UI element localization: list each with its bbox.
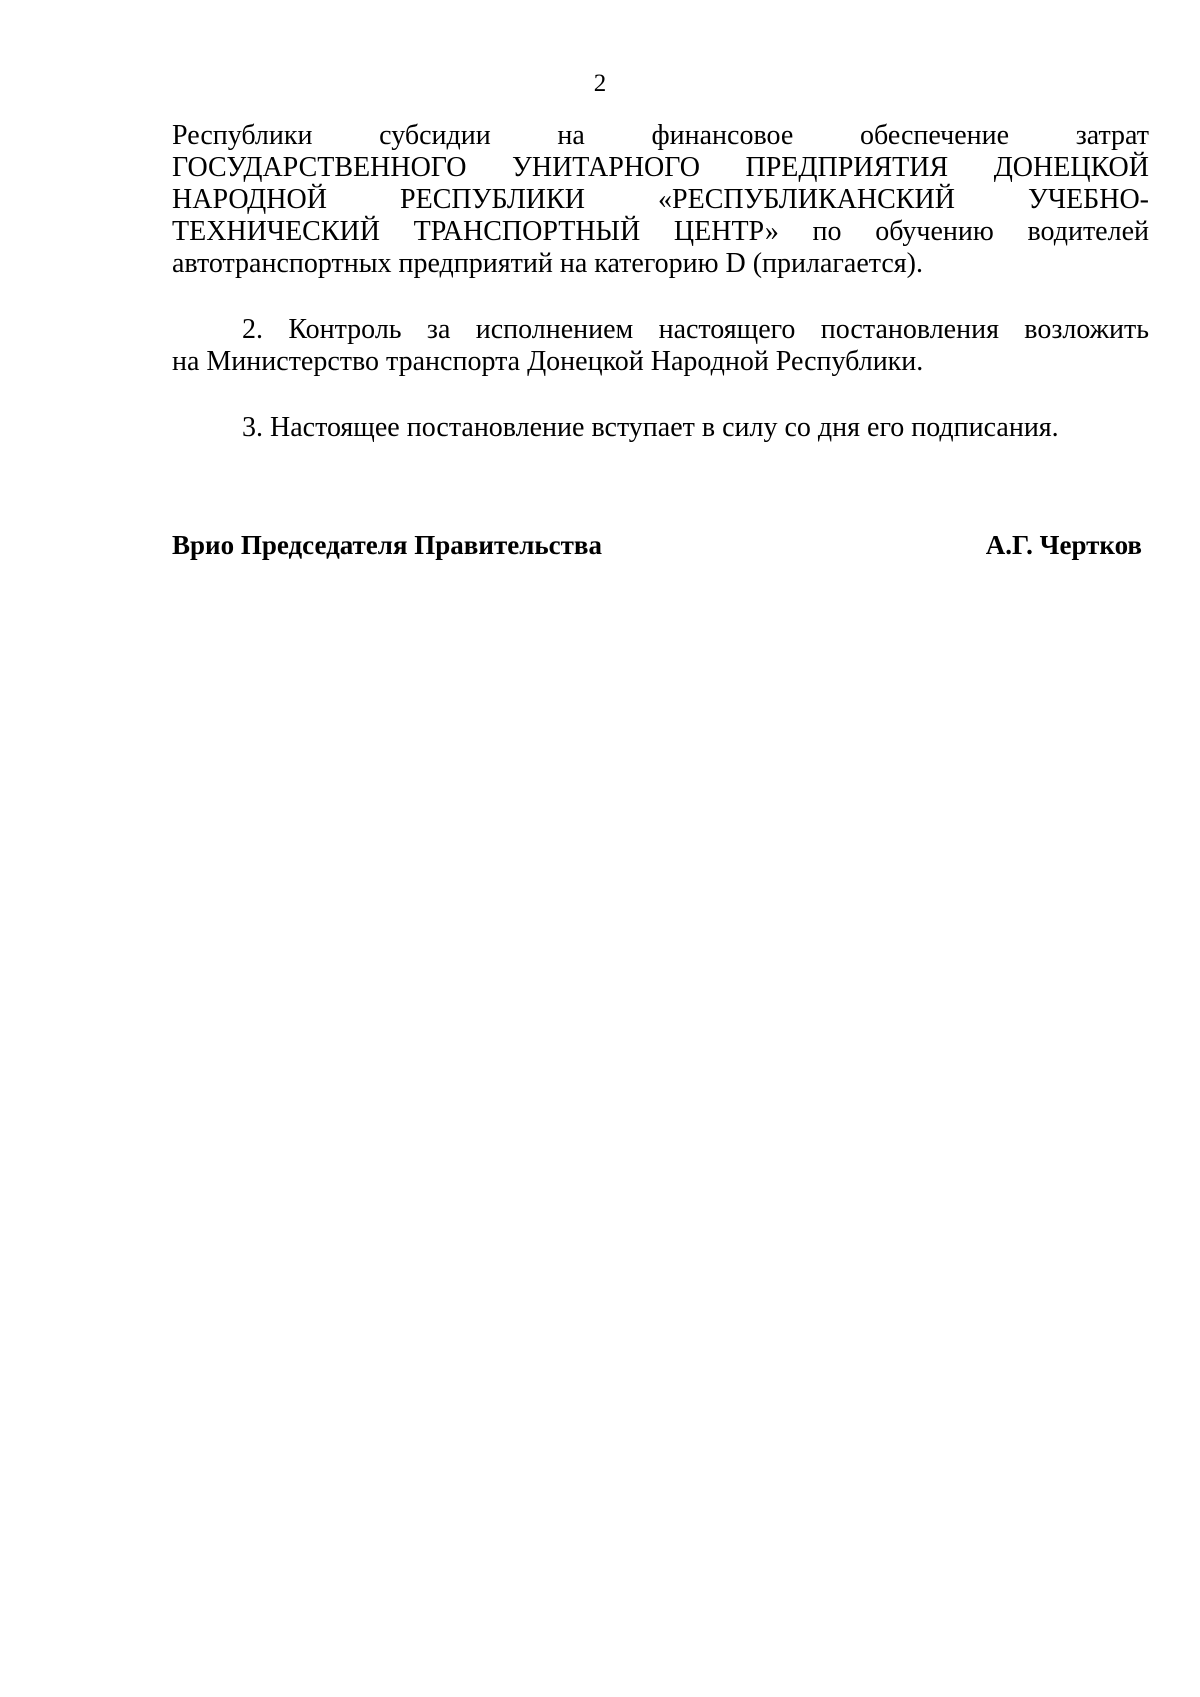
paragraph-1-line-1: Республики субсидии на финансовое обеспечение затрат: [172, 120, 1149, 151]
signatory-name: А.Г. Чертков: [985, 530, 1142, 560]
paragraph-2: [172, 314, 1149, 378]
paragraph-1-line-2: ГОСУДАРСТВЕННОГО УНИТАРНОГО ПРЕДПРИЯТИЯ ДОНЕЦКОЙ: [172, 152, 1149, 183]
paragraph-2-line-2: на Министерство транспорта Донецкой Народной Республики.: [172, 346, 924, 377]
paragraph-2-line-1: 2. Контроль за исполнением настоящего постановления возложить: [242, 314, 1149, 345]
signature-block: [172, 528, 1142, 562]
paragraph-1: [172, 120, 1149, 280]
paragraph-1-line-4: ТЕХНИЧЕСКИЙ ТРАНСПОРТНЫЙ ЦЕНТР» по обучению водителей: [172, 216, 1149, 247]
page-number: 2: [593, 70, 607, 97]
paragraph-3-line-1: 3. Настоящее постановление вступает в силу со дня его подписания.: [242, 412, 1059, 443]
paragraph-3: [172, 412, 1149, 444]
paragraph-1-line-5: автотранспортных предприятий на категорию D (прилагается).: [172, 248, 923, 279]
signatory-position: Врио Председателя Правительства: [172, 530, 602, 560]
paragraph-1-line-3: НАРОДНОЙ РЕСПУБЛИКИ «РЕСПУБЛИКАНСКИЙ УЧЕБНО-: [172, 184, 1149, 215]
